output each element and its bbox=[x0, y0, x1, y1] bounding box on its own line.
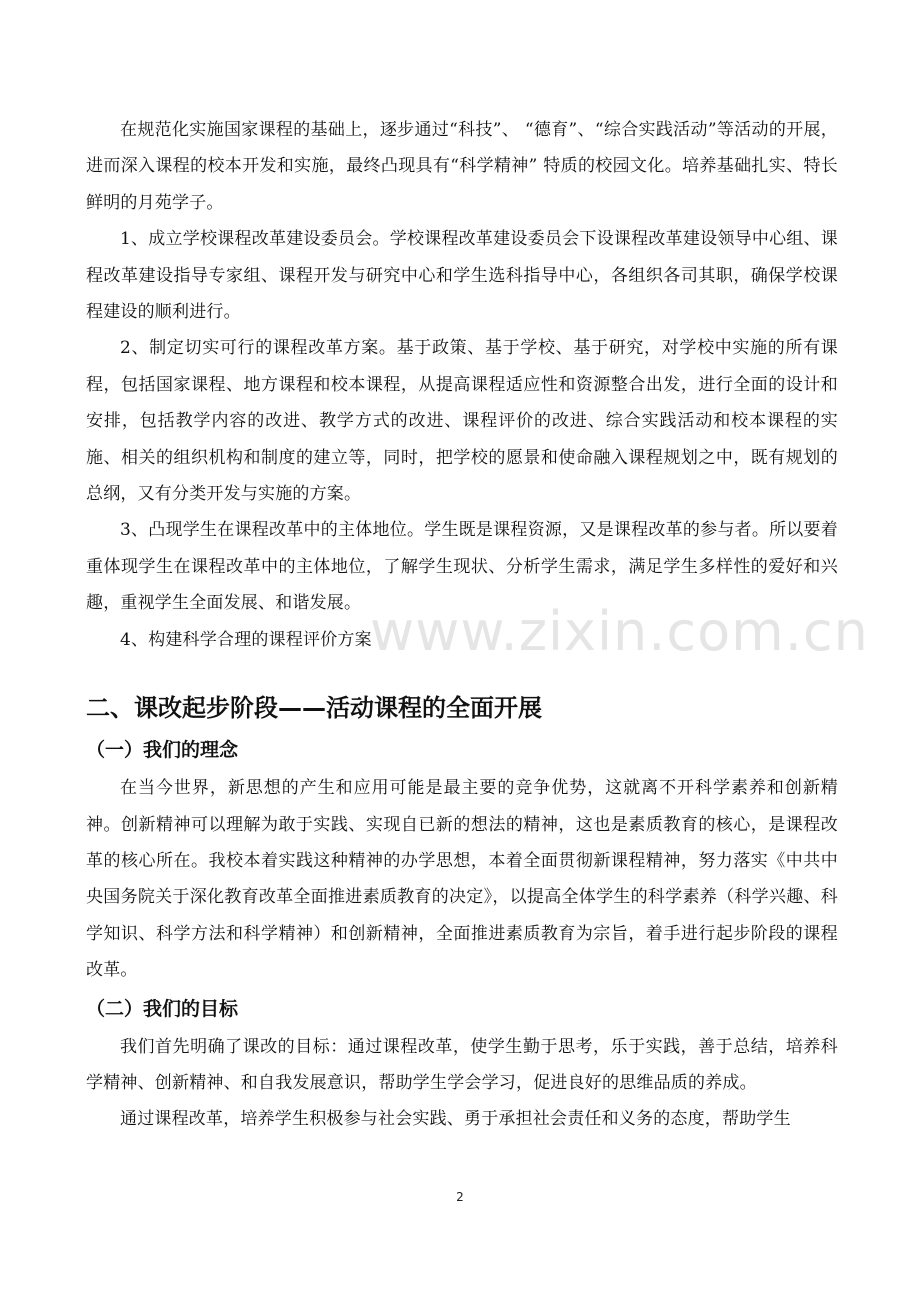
philosophy-paragraph: 在当今世界，新思想的产生和应用可能是最主要的竞争优势，这就离不开科学素养和创新精神。创新精神可以理解为敢于实践、实现自已新的想法的精神，这也是素质教育的核心，是课程改革的核心所在。我校本着实践这种精神的办学思想，本着全面贯彻新课程精神，努力落实《中共中央国务院关于深化教育改革全面推进素质教育的决定》，以提高全体学生的科学素养（科学兴趣、科学知识、科学方法和科学精神）和创新精神，全面推进素质教育为宗旨，着手进行起步阶段的课程改革。 bbox=[86, 778, 838, 981]
goals-paragraph-2: 通过课程改革，培养学生积极参与社会实践、勇于承担社会责任和义务的态度，帮助学生 bbox=[120, 1109, 791, 1130]
intro-paragraph-2: 1、成立学校课程改革建设委员会。学校课程改革建设委员会下设课程改革建设领导中心组、课程改革建设指导专家组、课程开发与研究中心和学生选科指导中心，各组织各司其职，确保学校课程建设的顺利进行。 bbox=[86, 229, 838, 323]
intro-paragraph-3: 2、制定切实可行的课程改革方案。基于政策、基于学校、基于研究，对学校中实施的所有课程，包括国家课程、地方课程和校本课程，从提高课程适应性和资源整合出发，进行全面的设计和安排，包括教学内容的改进、教学方式的改进、课程评价的改进、综合实践活动和校本课程的实施、相关的组织机构和制度的建立等，同时，把学校的愿景和使命融入课程规划之中，既有规划的总纲，又有分类开发与实施的方案。 bbox=[86, 338, 838, 505]
subsection-title-goals: （二）我们的目标 bbox=[86, 997, 239, 1020]
page-number: 2 bbox=[456, 1190, 464, 1204]
subsection-title-philosophy: （一）我们的理念 bbox=[86, 739, 239, 762]
section-spacer bbox=[86, 658, 838, 686]
watermark: www.zixin.com.cn bbox=[370, 600, 869, 663]
intro-paragraph-5: 4、构建科学合理的课程评价方案 bbox=[120, 629, 372, 650]
section-title: 二、课改起步阶段——活动课程的全面开展 bbox=[86, 694, 542, 723]
intro-paragraph-1: 在规范化实施国家课程的基础上，逐步通过“科技”、 “德育”、“综合实践活动”等活动的开展，进而深入课程的校本开发和实施，最终凸现具有“科学精神” 特质的校园文化。培养基础扎实、特长鲜明的月苑学子。 bbox=[86, 120, 838, 213]
document-page bbox=[86, 112, 838, 1138]
goals-paragraph-1: 我们首先明确了课改的目标：通过课程改革，使学生勤于思考，乐于实践，善于总结，培养科学精神、创新精神、和自我发展意识，帮助学生学会学习，促进良好的思维品质的养成。 bbox=[86, 1036, 838, 1093]
intro-paragraph-4: 3、凸现学生在课程改革中的主体地位。学生既是课程资源，又是课程改革的参与者。所以要着重体现学生在课程改革中的主体地位，了解学生现状、分析学生需求，满足学生多样性的爱好和兴趣，重视学生全面发展、和谐发展。 bbox=[86, 520, 838, 614]
